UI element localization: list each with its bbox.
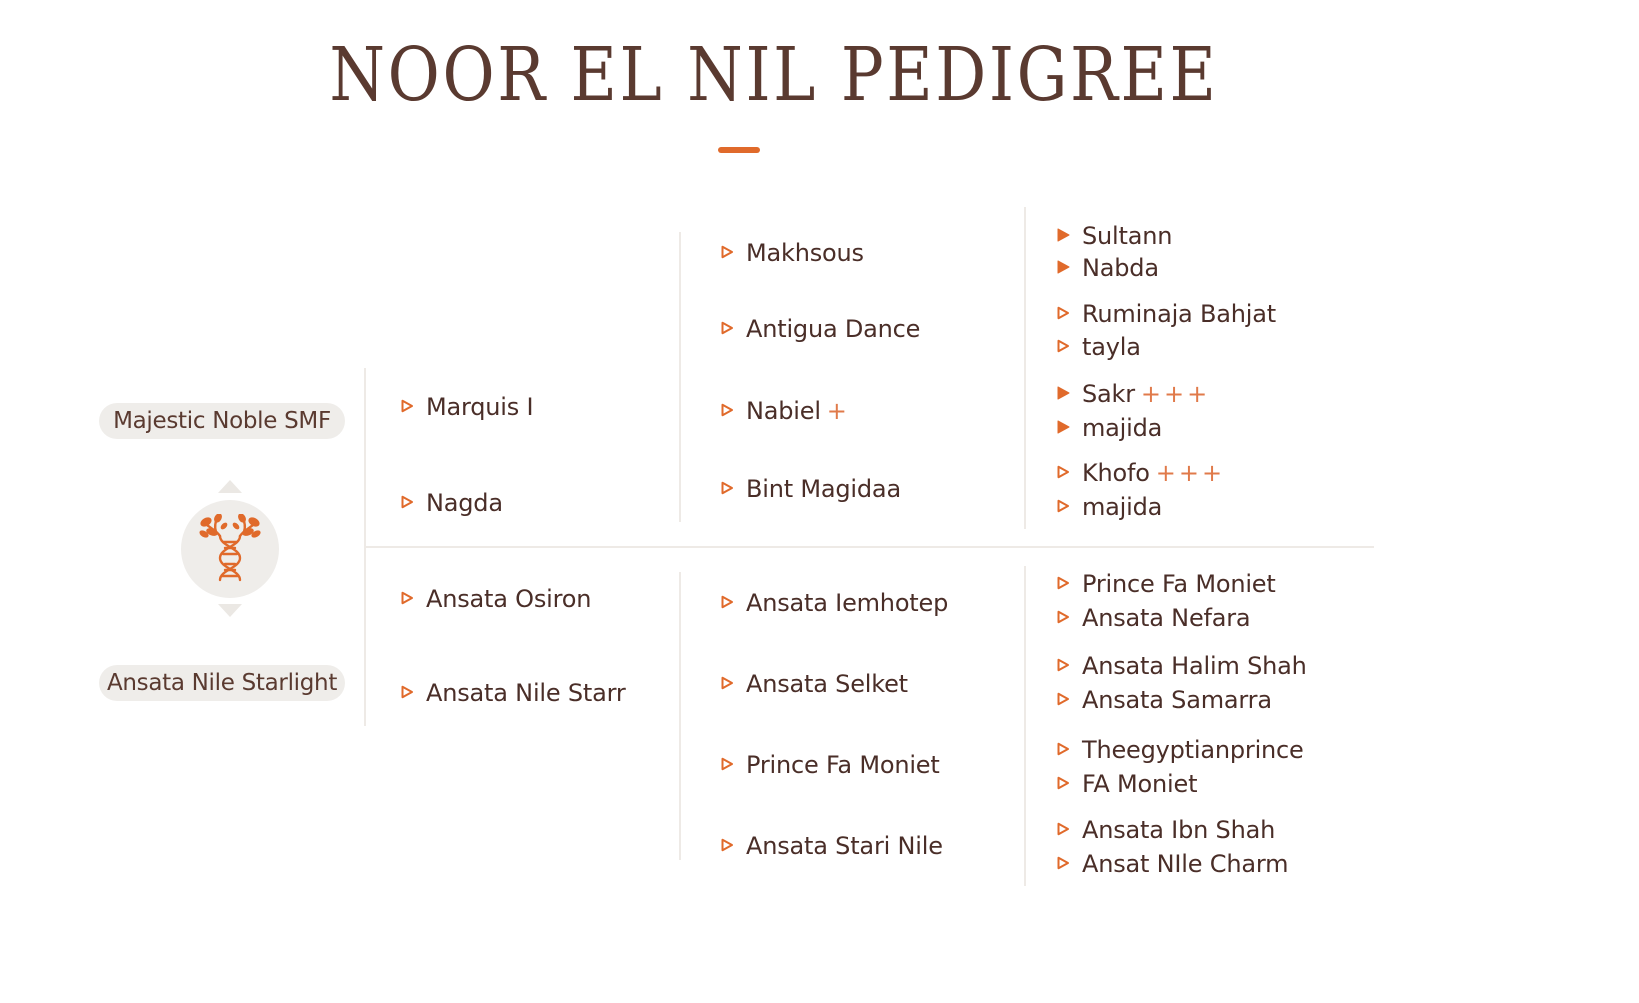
grandparent-entry[interactable]: Ansata Nile Starr	[400, 678, 626, 708]
play-outline-icon	[720, 481, 734, 495]
play-outline-icon	[400, 685, 414, 699]
play-outline-icon	[720, 676, 734, 690]
play-filled-icon	[1056, 420, 1070, 434]
great-grandparent-entry[interactable]: Antigua Dance	[720, 314, 926, 344]
ancestor-entry[interactable]: Sakr +++	[1056, 379, 1210, 409]
play-outline-icon	[720, 595, 734, 609]
ancestor-entry[interactable]: tayla	[1056, 332, 1147, 362]
grandparent-entry[interactable]: Marquis I	[400, 392, 533, 422]
great-grandparent-entry[interactable]: Ansata Stari Nile	[720, 831, 949, 861]
ancestor-entry[interactable]: Theegyptianprince	[1056, 735, 1310, 765]
divider-col3-top	[1024, 207, 1026, 529]
play-filled-icon	[1056, 260, 1070, 274]
play-outline-icon	[1056, 306, 1070, 320]
play-filled-icon	[1056, 228, 1070, 242]
ancestor-entry[interactable]: Khofo +++	[1056, 458, 1225, 488]
ancestor-entry[interactable]: Prince Fa Moniet	[1056, 569, 1282, 599]
great-grandparent-entry[interactable]: Ansata Selket	[720, 669, 914, 699]
play-outline-icon	[1056, 822, 1070, 836]
play-outline-icon	[720, 321, 734, 335]
ancestor-entry[interactable]: Nabda	[1056, 253, 1165, 283]
chevron-down-icon[interactable]	[218, 604, 242, 617]
ancestor-entry[interactable]: Ansata Samarra	[1056, 685, 1278, 715]
divider-col2-top	[679, 232, 681, 522]
ancestor-entry[interactable]: Sultann	[1056, 221, 1178, 251]
ancestor-entry[interactable]: Ansata Nefara	[1056, 603, 1256, 633]
play-outline-icon	[720, 245, 734, 259]
play-outline-icon	[1056, 465, 1070, 479]
title-underline	[718, 147, 760, 153]
play-outline-icon	[1056, 856, 1070, 870]
play-outline-icon	[1056, 610, 1070, 624]
dam-pill[interactable]: Ansata Nile Starlight	[99, 665, 345, 701]
divider-col3-bottom	[1024, 566, 1026, 886]
play-outline-icon	[720, 757, 734, 771]
play-outline-icon	[720, 403, 734, 417]
chevron-up-icon[interactable]	[218, 480, 242, 493]
ancestor-entry[interactable]: FA Moniet	[1056, 769, 1203, 799]
page-title: NOOR EL NIL PEDIGREE	[329, 32, 1219, 118]
play-outline-icon	[1056, 339, 1070, 353]
great-grandparent-entry[interactable]: Bint Magidaa	[720, 474, 907, 504]
play-outline-icon	[720, 838, 734, 852]
great-grandparent-entry[interactable]: Nabiel +	[720, 396, 850, 426]
play-outline-icon	[1056, 776, 1070, 790]
ancestor-entry[interactable]: Ruminaja Bahjat	[1056, 299, 1282, 329]
divider-horizontal	[366, 546, 1374, 548]
great-grandparent-entry[interactable]: Prince Fa Moniet	[720, 750, 946, 780]
great-grandparent-entry[interactable]: Makhsous	[720, 238, 870, 268]
ancestor-entry[interactable]: Ansata Halim Shah	[1056, 651, 1313, 681]
great-grandparent-entry[interactable]: Ansata Iemhotep	[720, 588, 954, 618]
play-outline-icon	[1056, 742, 1070, 756]
play-outline-icon	[400, 591, 414, 605]
dna-tree-icon	[198, 514, 262, 584]
grandparent-entry[interactable]: Nagda	[400, 488, 503, 518]
divider-col2-bottom	[679, 572, 681, 860]
emblem	[181, 478, 279, 618]
ancestor-entry[interactable]: Ansat NIle Charm	[1056, 849, 1294, 879]
play-outline-icon	[400, 495, 414, 509]
play-outline-icon	[400, 399, 414, 413]
play-outline-icon	[1056, 576, 1070, 590]
play-outline-icon	[1056, 658, 1070, 672]
ancestor-entry[interactable]: majida	[1056, 492, 1168, 522]
play-outline-icon	[1056, 499, 1070, 513]
grandparent-entry[interactable]: Ansata Osiron	[400, 584, 591, 614]
ancestor-entry[interactable]: Ansata Ibn Shah	[1056, 815, 1281, 845]
emblem-circle	[181, 500, 279, 598]
play-outline-icon	[1056, 692, 1070, 706]
sire-pill[interactable]: Majestic Noble SMF	[99, 403, 345, 439]
play-filled-icon	[1056, 386, 1070, 400]
ancestor-entry[interactable]: majida	[1056, 413, 1168, 443]
